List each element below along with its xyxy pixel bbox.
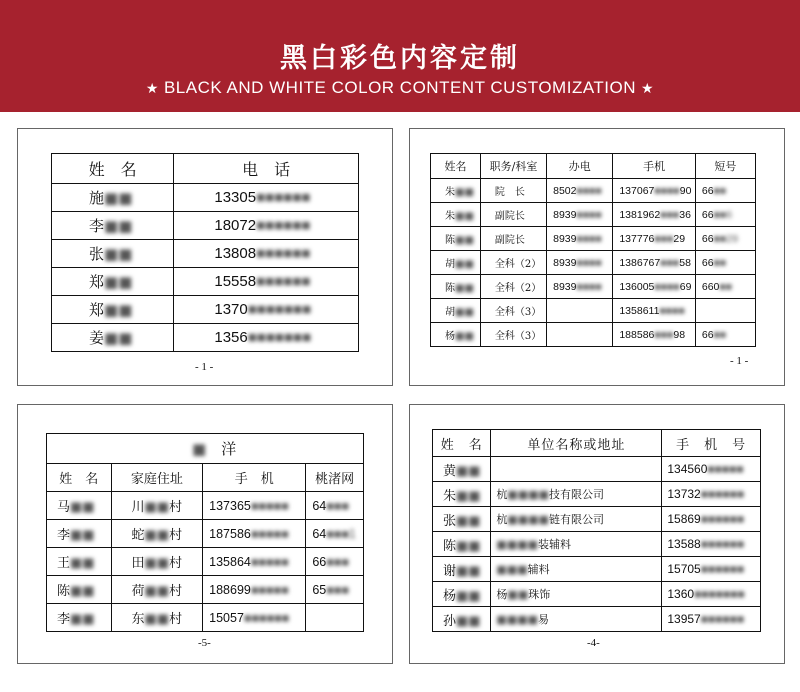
- cell-phone: 18072■■■■■■: [174, 212, 359, 240]
- table-row: 马■■ 川■■村 137365■■■■■ 64■■■: [47, 492, 364, 520]
- contact-table-staff: [430, 153, 756, 347]
- table-row: 陈■■ 荷■■村 188699■■■■■ 65■■■: [47, 576, 364, 604]
- sample-sheet-4: [409, 404, 785, 664]
- table-header-row: [431, 154, 756, 179]
- table-row: [52, 268, 359, 296]
- table-row: [52, 240, 359, 268]
- table-row: 陈■■ 全科（2） 8939■■■■ 136005■■■■69 660■■: [431, 275, 756, 299]
- header-short: 短号: [695, 154, 755, 179]
- header-mobile: 手机: [613, 154, 696, 179]
- cell-phone: 1370■■■■■■■: [174, 296, 359, 324]
- table-row: 李■■ 蛇■■村 187586■■■■■ 64■■■1: [47, 520, 364, 548]
- page-number: - 1 -: [195, 361, 214, 373]
- header-address: 家庭住址: [111, 464, 203, 492]
- header-phone: 电 话: [174, 154, 359, 184]
- table-row: 陈■■ ■■■■装辅料 13588■■■■■■: [433, 532, 761, 557]
- header-name: 姓名: [431, 154, 481, 179]
- table-row: 李■■ 东■■村 15057■■■■■■: [47, 604, 364, 632]
- table-row: 胡■■ 全科（3） 1358611■■■■: [431, 299, 756, 323]
- table-row: 朱■■ 院 长 8502■■■■ 137067■■■■90 66■■: [431, 179, 756, 203]
- contact-table-address: [46, 433, 364, 632]
- sample-sheet-2: [409, 128, 785, 386]
- header-company: 单位名称或地址: [491, 430, 662, 457]
- table-row: [52, 184, 359, 212]
- table-header-row: [47, 464, 364, 492]
- page-number: - 1 -: [730, 355, 749, 367]
- table-title: ■ 洋: [47, 434, 364, 464]
- header-banner: [0, 0, 800, 112]
- header-short: 桃渚网: [306, 464, 364, 492]
- table-row: 王■■ 田■■村 135864■■■■■ 66■■■: [47, 548, 364, 576]
- header-dept: 职务/科室: [480, 154, 546, 179]
- table-header-row: [433, 430, 761, 457]
- header-mobile: 手 机: [203, 464, 306, 492]
- table-row: 朱■■ 杭■■■■技有限公司 13732■■■■■■: [433, 482, 761, 507]
- table-row: 黄■■ 134560■■■■■: [433, 457, 761, 482]
- table-row: 杨■■ 杨■■珠饰 1360■■■■■■■: [433, 582, 761, 607]
- table-row: 张■■ 杭■■■■链有限公司 15869■■■■■■: [433, 507, 761, 532]
- header-office: 办电: [547, 154, 613, 179]
- table-row: 胡■■ 全科（2） 8939■■■■ 1386767■■■58 66■■: [431, 251, 756, 275]
- table-row: 孙■■ ■■■■易 13957■■■■■■: [433, 607, 761, 632]
- table-row: [52, 324, 359, 352]
- table-row: 杨■■ 全科（3） 188586■■■98 66■■: [431, 323, 756, 347]
- cell-name: 郑■■: [52, 296, 174, 324]
- table-row: 朱■■ 副院长 8939■■■■ 1381962■■■36 66■■6: [431, 203, 756, 227]
- page-number: -4-: [587, 637, 600, 649]
- star-right-icon: ★: [641, 80, 655, 96]
- table-row: [52, 296, 359, 324]
- header-name: 姓 名: [47, 464, 112, 492]
- table-row: [52, 212, 359, 240]
- banner-title: 黑白彩色内容定制: [280, 43, 520, 74]
- contact-table-company: [432, 429, 761, 632]
- cell-name: 姜■■: [52, 324, 174, 352]
- sample-sheet-1: [17, 128, 393, 386]
- header-name: 姓 名: [52, 154, 174, 184]
- cell-phone: 13808■■■■■■: [174, 240, 359, 268]
- cell-phone: 13305■■■■■■: [174, 184, 359, 212]
- table-title-row: [47, 434, 364, 464]
- page-number: -5-: [198, 637, 211, 649]
- banner-subtitle: [0, 78, 800, 98]
- cell-name: 李■■: [52, 212, 174, 240]
- cell-phone: 15558■■■■■■: [174, 268, 359, 296]
- banner-subtitle-text: BLACK AND WHITE COLOR CONTENT CUSTOMIZATION: [163, 78, 637, 97]
- cell-phone: 1356■■■■■■■: [174, 324, 359, 352]
- star-left-icon: ★: [145, 80, 159, 96]
- contact-table-name-phone: [51, 153, 359, 352]
- sample-sheet-3: [17, 404, 393, 664]
- cell-name: 施■■: [52, 184, 174, 212]
- cell-name: 郑■■: [52, 268, 174, 296]
- table-row: 陈■■ 副院长 8939■■■■ 137776■■■29 66■■29: [431, 227, 756, 251]
- table-header-row: [52, 154, 359, 184]
- header-name: 姓 名: [433, 430, 491, 457]
- header-mobile: 手 机 号: [662, 430, 761, 457]
- cell-name: 张■■: [52, 240, 174, 268]
- table-row: 谢■■ ■■■辅料 15705■■■■■■: [433, 557, 761, 582]
